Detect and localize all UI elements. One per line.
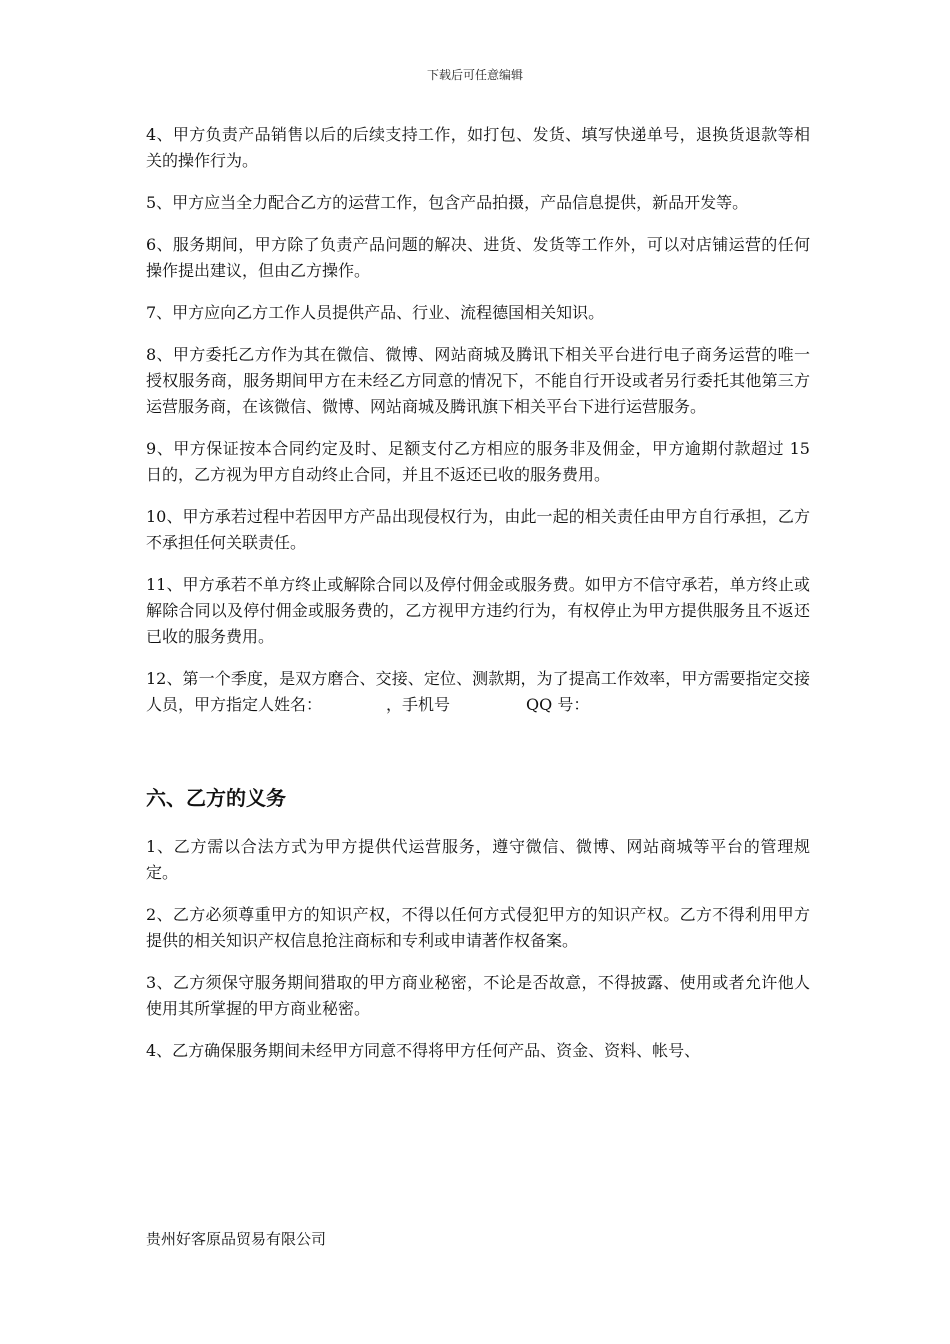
clause-a6: 6、服务期间，甲方除了负责产品问题的解决、进货、发货等工作外，可以对店铺运营的任何操作提出建议，但由乙方操作。 xyxy=(146,235,810,280)
document-body xyxy=(146,122,810,1080)
clause-a12-phone-label: ，手机号 xyxy=(386,695,451,714)
clause-a12-text: 12、第一个季度，是双方磨合、交接、定位、测款期，为了提高工作效率，甲方需要指定交接人员，甲方指定人姓名： xyxy=(146,669,810,714)
footer-company-name: 贵州好客原品贸易有限公司 xyxy=(146,1230,327,1248)
clause-b3: 3、乙方须保守服务期间猎取的甲方商业秘密，不论是否故意，不得披露、使用或者允许他人使用其所掌握的甲方商业秘密。 xyxy=(146,973,810,1018)
clause-a8: 8、甲方委托乙方作为其在微信、微博、网站商城及腾讯下相关平台进行电子商务运营的唯一授权服务商，服务期间甲方在未经乙方同意的情况下，不能自行开设或者另行委托其他第三方运营服务商，在该微信、微博、网站商城及腾讯旗下相关平台下进行运营服务。 xyxy=(146,345,810,416)
clause-a10: 10、甲方承若过程中若因甲方产品出现侵权行为，由此一起的相关责任由甲方自行承担，乙方不承担任何关联责任。 xyxy=(146,507,810,552)
clause-a4: 4、甲方负责产品销售以后的后续支持工作，如打包、发货、填写快递单号，退换货退款等相关的操作行为。 xyxy=(146,125,810,170)
clause-a5: 5、甲方应当全力配合乙方的运营工作，包含产品拍摄，产品信息提供，新品开发等。 xyxy=(146,193,749,212)
clause-b2: 2、乙方必须尊重甲方的知识产权，不得以任何方式侵犯甲方的知识产权。乙方不得利用甲方提供的相关知识产权信息抢注商标和专利或申请著作权备案。 xyxy=(146,905,810,950)
section-title-party-b-obligations: 六、乙方的义务 xyxy=(146,786,286,810)
clause-a12-qq-label: QQ 号： xyxy=(526,695,590,714)
clause-a12 xyxy=(146,666,810,718)
clause-b1: 1、乙方需以合法方式为甲方提供代运营服务，遵守微信、微博、网站商城等平台的管理规定。 xyxy=(146,837,810,882)
clause-a11: 11、甲方承若不单方终止或解除合同以及停付佣金或服务费。如甲方不信守承若，单方终止或解除合同以及停付佣金或服务费的，乙方视甲方违约行为，有权停止为甲方提供服务且不返还已收的服务费用。 xyxy=(146,575,810,646)
clause-a7: 7、甲方应向乙方工作人员提供产品、行业、流程德国相关知识。 xyxy=(146,303,605,322)
clause-b4: 4、乙方确保服务期间未经甲方同意不得将甲方任何产品、资金、资料、帐号、 xyxy=(146,1041,701,1060)
header-note: 下载后可任意编辑 xyxy=(426,68,523,82)
clause-a9: 9、甲方保证按本合同约定及时、足额支付乙方相应的服务非及佣金，甲方逾期付款超过 15 日的，乙方视为甲方自动终止合同，并且不返还已收的服务费用。 xyxy=(146,439,810,484)
